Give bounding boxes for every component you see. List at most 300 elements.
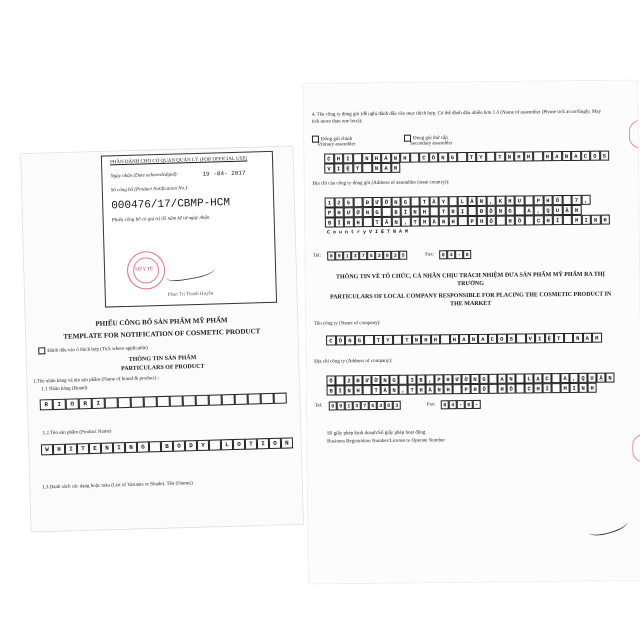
char-cell — [235, 394, 248, 405]
char-cell: L — [524, 373, 533, 383]
char-cell: C — [581, 151, 591, 161]
char-cell: 8 — [439, 250, 447, 259]
char-cell: O — [233, 439, 245, 450]
char-cell: Ì — [336, 385, 345, 395]
char-cell: - — [473, 400, 481, 409]
char-cell: A — [583, 333, 593, 343]
char-cell: N — [562, 151, 572, 161]
char-cell: Y — [439, 196, 449, 206]
left-document-page — [21, 146, 303, 531]
company-fax-label: Fax: — [426, 402, 436, 408]
char-cell: C — [488, 334, 498, 344]
char-cell: T — [495, 152, 505, 162]
char-cell: H — [450, 334, 460, 344]
char-cell: A — [571, 151, 581, 161]
char-cell: Ị — [458, 206, 468, 216]
char-cell: Ô — [429, 152, 439, 162]
char-cell — [248, 393, 261, 404]
char-cell: H — [354, 385, 363, 395]
char-cell — [516, 383, 525, 393]
char-cell: H — [534, 383, 543, 393]
char-cell: H — [443, 374, 452, 384]
char-cell: T — [467, 152, 477, 162]
char-cell: H — [334, 153, 344, 163]
char-cell — [488, 374, 497, 384]
char-cell: I — [113, 442, 125, 453]
char-cell: 3 — [351, 251, 359, 260]
char-cell: N — [439, 216, 449, 226]
signature-icon — [587, 515, 629, 538]
assembler-address-label: Địa chỉ của công ty đóng gói (Address of assembler (state country)): — [312, 180, 450, 187]
char-cell: T — [245, 438, 257, 449]
char-cell: 1 — [325, 197, 335, 207]
char-cell: N — [410, 207, 420, 217]
char-cell: C — [534, 215, 544, 225]
date-value: 19 -04- 2017 — [202, 169, 246, 178]
char-cell: C — [324, 153, 334, 163]
form-title-en: TEMPLATE FOR NOTIFICATION OF COSMETIC PRODUCT — [63, 327, 261, 341]
char-cell: H — [334, 207, 344, 217]
char-cell: N — [579, 383, 588, 393]
char-cell: Ờ — [461, 374, 470, 384]
char-cell: N — [391, 153, 401, 163]
char-cell: S — [507, 334, 517, 344]
char-cell: 2 — [344, 375, 353, 385]
char-cell: N — [470, 374, 479, 384]
char-cell: A — [560, 373, 569, 383]
char-cell: N — [496, 206, 506, 216]
char-cell: N — [477, 196, 487, 206]
char-cell: H — [588, 383, 597, 393]
char-cell — [486, 152, 496, 162]
tick-note — [38, 344, 148, 354]
char-cell: N — [505, 152, 515, 162]
char-cell: À — [429, 216, 439, 226]
char-cell — [410, 153, 420, 163]
char-cell: A — [459, 334, 469, 344]
company-name-cell-grid — [326, 333, 602, 346]
char-cell: C — [326, 335, 336, 345]
section-2-title-vi: THÔNG TIN VỀ TỔ CHỨC, CÁ NHÂN CHỊU TRÁCH NHIỆM ĐƯA SẢN PHẨM MỸ PHẨM RA THỊ TRƯỜNG — [335, 271, 605, 288]
char-cell: 8 — [463, 250, 471, 259]
char-cell: Í — [543, 383, 552, 393]
char-cell: Ậ — [596, 373, 605, 383]
char-cell: N — [591, 215, 601, 225]
char-cell: , — [401, 217, 411, 227]
notification-no-value: 000476/17/CBMP-HCM — [111, 197, 231, 213]
char-cell: L — [221, 439, 233, 450]
char-cell: Ạ — [533, 373, 542, 383]
char-cell — [131, 397, 144, 408]
char-cell: V — [324, 163, 334, 173]
char-cell — [393, 335, 403, 345]
item-1-label: 1.Tên nhãn hàng và tên sản phẩm (Name of brand & product) : — [33, 376, 160, 385]
char-cell: Đ — [363, 197, 373, 207]
char-cell: I — [92, 398, 105, 409]
item-1-3-label: 1.3.Danh sách các dạng hoặc màu (List of Variants or Shade). Tên (Names) — [42, 481, 193, 491]
char-cell: I — [65, 443, 77, 454]
char-cell — [118, 397, 131, 408]
assembler-name-row-2 — [324, 163, 400, 174]
char-cell: U — [587, 373, 596, 383]
official-use-header: PHẦN DÀNH CHO CƠ QUAN QUẢN LÝ (FOR OFFICIAL USE) — [109, 156, 248, 166]
char-cell: C — [542, 373, 551, 383]
char-cell: P — [325, 207, 335, 217]
char-cell: T — [410, 217, 420, 227]
char-cell: T — [439, 206, 449, 216]
item-1-2-label: 1.2.Tên sản phẩm (Product Name) — [42, 429, 112, 437]
char-cell: Y — [476, 152, 486, 162]
char-cell: M — [592, 333, 602, 343]
char-cell: 2 — [334, 197, 344, 207]
char-cell — [170, 395, 183, 406]
char-cell: 5 — [369, 401, 377, 410]
char-cell: H — [431, 334, 441, 344]
char-cell: 1 — [343, 251, 351, 260]
char-cell: M — [391, 163, 401, 173]
char-cell: 3 — [391, 251, 399, 260]
char-cell — [149, 441, 161, 452]
char-cell: B — [161, 441, 173, 452]
char-cell: N — [506, 374, 515, 384]
char-cell: H — [353, 217, 363, 227]
char-cell: Ố — [553, 195, 563, 205]
secondary-assembler-en: Secondary assembler — [410, 141, 453, 147]
char-cell: Ô — [336, 335, 346, 345]
char-cell: R — [40, 399, 53, 410]
char-cell — [489, 384, 498, 394]
char-cell: I — [334, 163, 344, 173]
char-cell: N — [435, 384, 444, 394]
form-title-vi: PHIẾU CÔNG BỐ SẢN PHẨM MỸ PHẨM — [95, 316, 228, 328]
char-cell: 9 — [337, 401, 345, 410]
char-cell — [209, 394, 222, 405]
char-cell: Ờ — [371, 375, 380, 385]
char-cell: A — [552, 151, 562, 161]
char-cell: T — [372, 385, 381, 395]
char-cell: 3 — [353, 401, 361, 410]
company-fax-cell-grid — [441, 400, 481, 409]
char-cell — [453, 384, 462, 394]
char-cell: Â — [467, 196, 477, 206]
char-cell: Á — [381, 153, 391, 163]
char-cell: , — [399, 385, 408, 395]
char-cell: W — [41, 444, 53, 455]
char-cell: T — [372, 217, 382, 227]
char-cell: N — [363, 207, 373, 217]
char-cell — [562, 195, 572, 205]
char-cell: A — [381, 163, 391, 173]
signer-name: Phan Tri Thanh Huyền — [167, 291, 214, 298]
tick-note-text: Đánh dấu vào ô thích hợp (Tick where applicable) — [47, 346, 148, 354]
section-title-vi: THÔNG TIN SẢN PHẨM — [128, 355, 197, 363]
char-cell — [398, 375, 407, 385]
char-cell: Q — [543, 205, 553, 215]
secondary-assembler-vi: Đóng gói thứ cấp — [412, 135, 448, 142]
char-cell: T — [554, 333, 564, 343]
char-cell: H — [514, 151, 524, 161]
char-cell: Ô — [486, 206, 496, 216]
char-cell — [196, 395, 209, 406]
char-cell: 3 — [377, 401, 385, 410]
assembler-name-row-1 — [324, 151, 609, 164]
company-tel-label: Tel: — [314, 403, 323, 409]
char-cell: N — [605, 373, 614, 383]
char-cell: T — [77, 443, 89, 454]
char-cell: V — [526, 333, 536, 343]
char-cell: O — [269, 438, 281, 449]
char-cell: G — [137, 441, 149, 452]
char-cell: Đ — [477, 206, 487, 216]
char-cell: 0 — [327, 251, 335, 260]
char-cell: I — [570, 383, 579, 393]
char-cell: I — [581, 215, 591, 225]
char-cell: H — [477, 216, 487, 226]
char-cell: H — [400, 153, 410, 163]
char-cell: Í — [553, 215, 563, 225]
tel-label: Tel: — [313, 253, 321, 259]
char-cell: N — [390, 385, 399, 395]
char-cell: 3 — [407, 375, 416, 385]
official-use-box — [101, 151, 277, 308]
char-cell: 7 — [572, 195, 582, 205]
red-stamp-mark-icon — [629, 120, 640, 148]
char-cell: N — [572, 205, 582, 215]
checkbox-icon — [38, 347, 45, 354]
char-cell: G — [355, 335, 365, 345]
char-cell: Ô — [326, 375, 335, 385]
registration-label-en: Business Registration Number/License to Operate Number — [327, 438, 446, 445]
char-cell: N — [391, 217, 401, 227]
char-cell: H — [498, 384, 507, 394]
char-cell — [533, 151, 543, 161]
char-cell: H — [444, 384, 453, 394]
char-cell: Â — [429, 196, 439, 206]
char-cell: 4 — [449, 400, 457, 409]
char-cell: Â — [381, 385, 390, 395]
signature-icon — [164, 260, 216, 283]
registration-label-vi: Số giấy phép kinh doanh/Số giấy phép hoạt động — [327, 430, 426, 437]
char-cell: H — [471, 384, 480, 394]
char-cell — [261, 393, 274, 404]
char-cell — [364, 335, 374, 345]
char-cell: N — [372, 163, 382, 173]
char-cell: H — [543, 215, 553, 225]
char-cell: N — [391, 197, 401, 207]
company-address-label: Địa chỉ công ty (Address of company): — [314, 358, 393, 365]
char-cell — [524, 195, 534, 205]
char-cell: T — [353, 163, 363, 173]
char-cell — [222, 394, 235, 405]
char-cell: N — [412, 335, 422, 345]
char-cell: H — [420, 216, 430, 226]
char-cell: C — [419, 152, 429, 162]
char-cell: T — [408, 385, 417, 395]
char-cell: 5 — [367, 251, 375, 260]
char-cell: G — [389, 375, 398, 385]
char-cell: , — [486, 196, 496, 206]
char-cell: Ờ — [353, 207, 363, 217]
char-cell: , — [569, 373, 578, 383]
char-cell: Ố — [480, 384, 489, 394]
char-cell: - — [457, 400, 465, 409]
company-tel-cell-grid — [329, 401, 401, 411]
char-cell: I — [343, 153, 353, 163]
date-label: Ngày nhận (Date acknowledged): — [110, 172, 179, 180]
char-cell — [467, 206, 477, 216]
char-cell: G — [401, 197, 411, 207]
char-cell: N — [573, 333, 583, 343]
char-cell: H — [420, 206, 430, 216]
char-cell: H — [417, 384, 426, 394]
char-cell: H — [543, 151, 553, 161]
char-cell: Ư — [344, 207, 354, 217]
char-cell — [448, 196, 458, 206]
fax-label: Fax: — [425, 252, 435, 258]
char-cell: , — [425, 374, 434, 384]
tel-cell-grid — [327, 251, 407, 261]
char-cell: B — [391, 207, 401, 217]
char-cell — [382, 207, 392, 217]
char-cell: N — [345, 335, 355, 345]
char-cell: Ư — [372, 197, 382, 207]
char-cell: , — [581, 195, 591, 205]
char-cell: Ệ — [343, 163, 353, 173]
company-address-row-2 — [327, 383, 597, 396]
char-cell: K — [496, 196, 506, 206]
char-cell — [362, 163, 372, 173]
company-name-label: Tên công ty (Name of company): — [313, 320, 381, 327]
char-cell: B — [325, 217, 335, 227]
char-cell — [458, 216, 468, 226]
char-cell: Y — [383, 335, 393, 345]
char-cell: 5 — [344, 197, 354, 207]
char-cell: H — [421, 334, 431, 344]
char-cell — [551, 373, 560, 383]
char-cell — [564, 333, 574, 343]
char-cell: Ồ — [507, 384, 516, 394]
char-cell — [552, 383, 561, 393]
char-cell — [516, 333, 526, 343]
char-cell: 0 — [329, 401, 337, 410]
char-cell: I — [53, 399, 66, 410]
char-cell: Ư — [362, 375, 371, 385]
char-cell: N — [344, 217, 354, 227]
char-cell — [524, 215, 534, 225]
char-cell: Ố — [486, 216, 496, 226]
red-stamp-mark-icon — [632, 434, 640, 462]
char-cell: N — [125, 442, 137, 453]
char-cell: 1 — [345, 401, 353, 410]
char-cell: H — [524, 151, 534, 161]
char-cell: N — [101, 442, 113, 453]
char-cell: I — [257, 438, 269, 449]
char-cell: O — [590, 151, 600, 161]
char-cell — [515, 205, 525, 215]
char-cell: 8 — [465, 400, 473, 409]
char-cell: 7 — [361, 401, 369, 410]
char-cell: Â — [382, 217, 392, 227]
char-cell: G — [372, 207, 382, 217]
char-cell: 3 — [393, 401, 401, 410]
char-cell — [562, 215, 572, 225]
char-cell — [183, 395, 196, 406]
notification-validity-note: Phiếu công bố có giá trị 05 năm kể từ ngày nhận. — [111, 215, 211, 224]
char-cell: Ồ — [515, 215, 525, 225]
char-cell: H — [372, 153, 382, 163]
char-cell: Ì — [334, 217, 344, 227]
char-cell: N — [362, 153, 372, 163]
char-cell: P — [434, 374, 443, 384]
char-cell — [440, 334, 450, 344]
char-cell: G — [505, 206, 515, 216]
item-1-1-label: 1.1 Nhãn hàng (Brand) — [41, 386, 88, 393]
char-cell: H — [53, 444, 65, 455]
char-cell: T — [402, 335, 412, 345]
char-cell: N — [380, 375, 389, 385]
char-cell: R — [79, 398, 92, 409]
char-cell: , — [534, 205, 544, 215]
char-cell: C — [525, 383, 534, 393]
char-cell: R — [448, 206, 458, 216]
brand-cell-grid — [40, 393, 287, 411]
char-cell: Đ — [353, 375, 362, 385]
char-cell — [353, 153, 363, 163]
char-cell — [209, 439, 221, 450]
char-cell: 4 — [447, 250, 455, 259]
char-cell: H — [600, 215, 610, 225]
char-cell — [353, 197, 363, 207]
char-cell — [457, 152, 467, 162]
char-cell: O — [173, 440, 185, 451]
char-cell: À — [426, 384, 435, 394]
char-cell — [363, 217, 373, 227]
char-cell: L — [458, 196, 468, 206]
primary-assembler-vi: Đóng gói chính — [320, 136, 353, 143]
char-cell: P — [467, 216, 477, 226]
char-cell: - — [455, 250, 463, 259]
char-cell: A — [524, 205, 534, 215]
char-cell — [410, 197, 420, 207]
char-cell — [144, 396, 157, 407]
product-cell-grid — [41, 437, 293, 455]
char-cell: Y — [197, 440, 209, 451]
char-cell — [274, 393, 287, 404]
char-cell: H — [543, 195, 553, 205]
char-cell: G — [448, 152, 458, 162]
char-cell — [429, 206, 439, 216]
section-2-title-en: PARTICULARS OF LOCAL COMPANY RESPONSIBLE FOR PLACING THE COSMETIC PRODUCT IN THE MARKET — [329, 291, 612, 308]
char-cell — [105, 397, 118, 408]
char-cell: M — [572, 215, 582, 225]
char-cell: 9 — [335, 251, 343, 260]
char-cell: T — [374, 335, 384, 345]
char-cell: 0 — [383, 251, 391, 260]
right-document-page — [303, 80, 640, 583]
char-cell: N — [469, 334, 479, 344]
char-cell: 5 — [399, 251, 407, 260]
char-cell — [335, 375, 344, 385]
char-cell: M — [561, 383, 570, 393]
char-cell: H — [505, 216, 515, 226]
char-cell: Ư — [452, 374, 461, 384]
char-cell — [496, 216, 506, 226]
char-cell: 0 — [385, 401, 393, 410]
primary-assembler-en: Primary assembler — [318, 142, 356, 148]
char-cell: H — [448, 216, 458, 226]
char-cell: Ệ — [545, 333, 555, 343]
char-cell: P — [534, 195, 544, 205]
